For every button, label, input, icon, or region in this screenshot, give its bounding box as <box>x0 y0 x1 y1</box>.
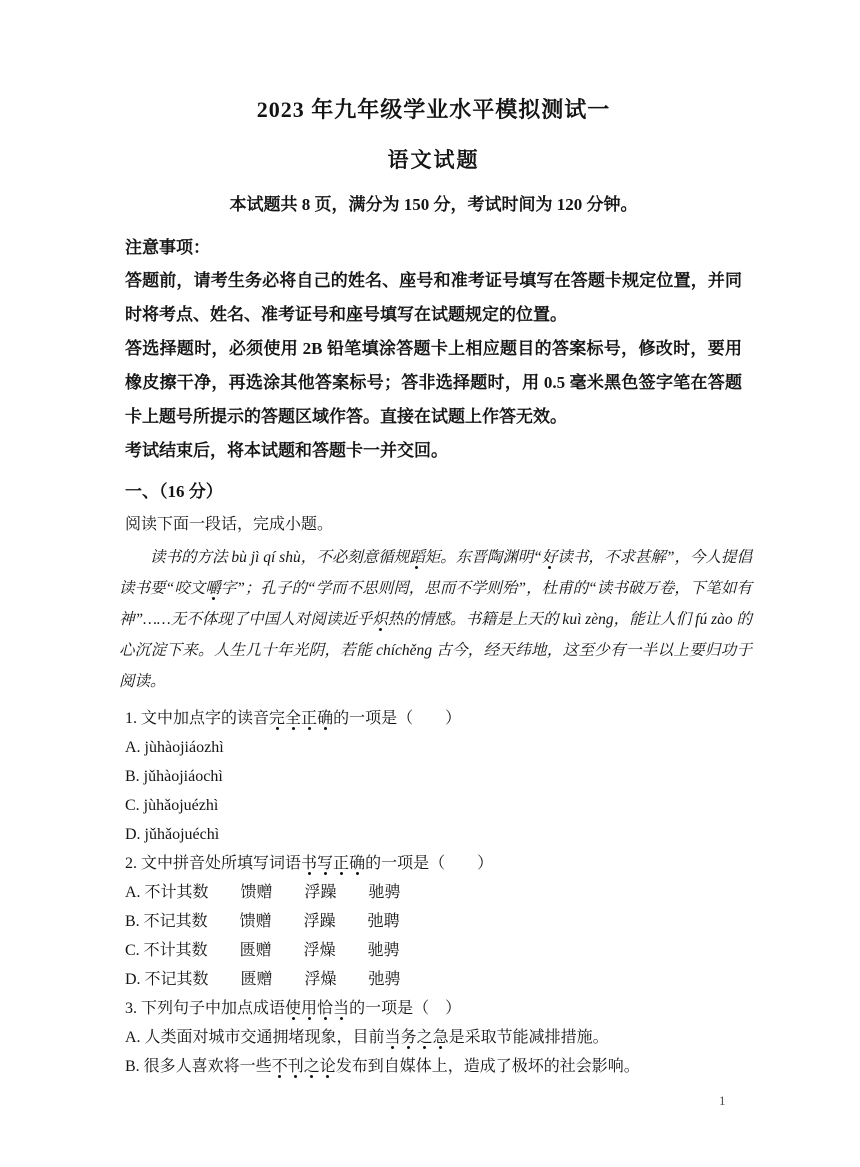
question-2-stem: 2. 文中拼音处所填写词语书写正确的一项是（ ） <box>125 855 494 872</box>
question-1-stem: 1. 文中加点字的读音完全正确的一项是（ ） <box>125 710 462 727</box>
exam-title: 2023 年九年级学业水平模拟测试一 <box>256 97 611 122</box>
question-3-option-a: A. 人类面对城市交通拥堵现象，目前当务之急是采取节能减排措施。 <box>125 1029 609 1046</box>
question-2-option-d: D. 不记其数 匮赠 浮燥 弛骋 <box>125 971 401 988</box>
section-one-intro: 阅读下面一段话，完成小题。 <box>125 516 334 533</box>
question-1-option-d: D. jǔhǎojuéchì <box>125 826 220 843</box>
page-number: 1 <box>719 1093 726 1108</box>
question-3 <box>125 994 742 1081</box>
question-2-option-c: C. 不计其数 匮赠 浮燥 驰骋 <box>125 942 400 959</box>
notice-heading: 注意事项： <box>125 238 210 257</box>
question-3-option-b: B. 很多人喜欢将一些不刊之论发布到自媒体上，造成了极坏的社会影响。 <box>125 1058 640 1075</box>
question-2-option-a: A. 不计其数 馈赠 浮躁 驰骋 <box>125 884 401 901</box>
question-1 <box>125 704 742 849</box>
question-list <box>125 704 742 1081</box>
section-one-heading: 一、（16 分） <box>125 482 223 501</box>
question-1-option-a: A. jùhàojiáozhì <box>125 739 224 756</box>
exam-subject-title: 语文试题 <box>387 148 480 172</box>
question-2 <box>125 849 742 994</box>
notice-paragraph: 答题前，请考生务必将自己的姓名、座号和准考证号填写在答题卡规定位置，并同时将考点、姓名、准考证号和座号填写在试题规定的位置。 <box>125 271 742 324</box>
reading-passage: 读书的方法 bù jì qí shù，不必刻意循规蹈矩。东晋陶渊明“好读书，不求甚解”，今人提倡读书要“咬文嚼字”；孔子的“学而不思则罔，思而不学则殆”，杜甫的“读书破万卷，下笔如有神”……无不体现了中国人对阅读近乎炽热的情感。书籍是上天的 kuì zèng，能让人们 fú zào 的心沉淀下来。人生几十年光阴，若能 chíchěng 古今，经天纬地，这至少有一半以上要归功于阅读。 <box>119 549 753 690</box>
notice-paragraph: 答选择题时，必须使用 2B 铅笔填涂答题卡上相应题目的答案标号，修改时，要用橡皮擦干净，再选涂其他答案标号；答非选择题时，用 0.5 毫米黑色签字笔在答题卡上题号所提示的答题区域作答。直接在试题上作答无效。 <box>125 339 742 426</box>
exam-meta-line: 本试题共 8 页，满分为 150 分，考试时间为 120 分钟。 <box>229 195 638 214</box>
question-2-option-b: B. 不记其数 馈赠 浮躁 弛聘 <box>125 913 400 930</box>
notice-paragraph: 考试结束后，将本试题和答题卡一并交回。 <box>125 441 448 460</box>
question-1-option-c: C. jùhǎojuézhì <box>125 797 219 814</box>
question-3-stem: 3. 下列句子中加点成语使用恰当的一项是（ ） <box>125 1000 462 1017</box>
page-content <box>0 95 860 1081</box>
question-1-option-b: B. jǔhàojiáochì <box>125 768 223 785</box>
